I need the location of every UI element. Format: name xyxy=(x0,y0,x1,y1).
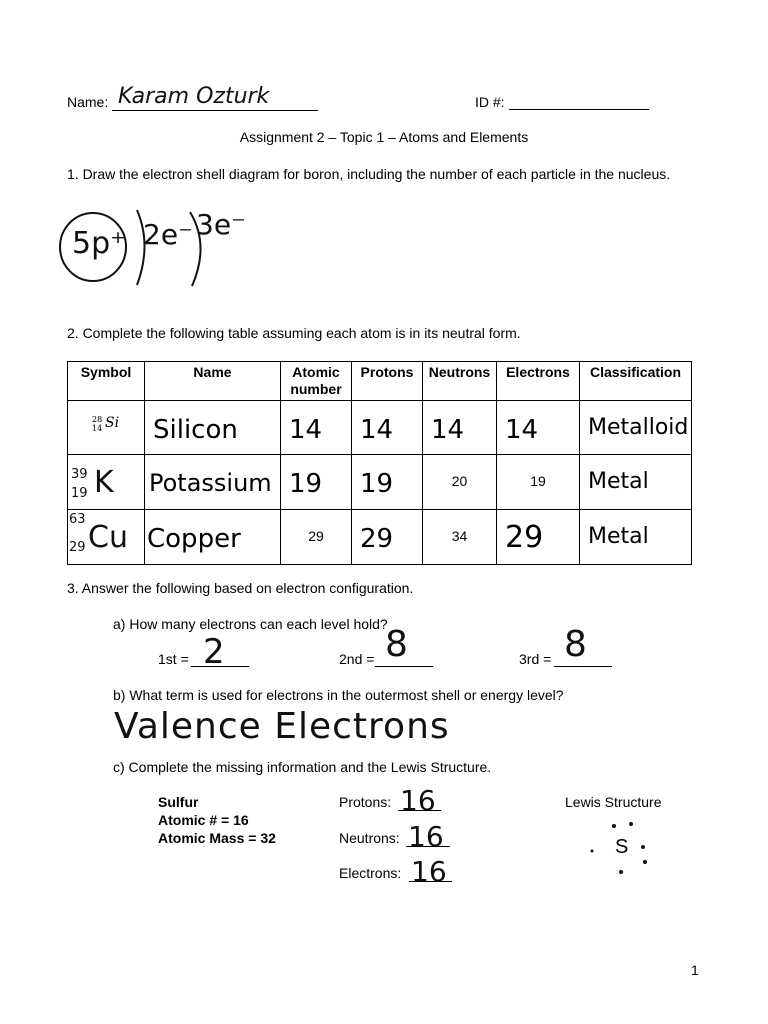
class-cell[interactable]: Metal xyxy=(580,455,692,510)
electrons-cell[interactable]: 29 xyxy=(497,510,580,565)
protons-value: 16 xyxy=(400,784,436,817)
atomic-cell[interactable]: 29 xyxy=(281,510,352,565)
lewis-dot xyxy=(629,822,633,826)
valence-answer: Valence Electrons xyxy=(114,706,450,747)
page-number: 1 xyxy=(691,962,699,978)
neutrons-cell[interactable]: 34 xyxy=(423,510,497,565)
question-3-prompt: 3. Answer the following based on electron configuration. xyxy=(67,580,414,596)
mass-number: 39 xyxy=(71,467,88,482)
question-3c-prompt: c) Complete the missing information and the Lewis Structure. xyxy=(113,759,492,775)
shell-2-text: 3e⁻ xyxy=(196,208,246,241)
col-neutrons: Neutrons xyxy=(423,362,497,401)
element-symbol: K xyxy=(94,465,114,500)
page-title: Assignment 2 – Topic 1 – Atoms and Elements xyxy=(239,129,529,145)
atomic-cell[interactable]: 14 xyxy=(281,401,352,455)
protons-cell[interactable]: 29 xyxy=(352,510,423,565)
col-protons: Protons xyxy=(352,362,423,401)
name-cell[interactable]: Potassium xyxy=(145,455,281,510)
neutrons-label: Neutrons: xyxy=(339,830,400,846)
electrons-label: Electrons: xyxy=(339,865,402,881)
class-cell[interactable]: Metalloid xyxy=(580,401,692,455)
neutrons-value: 16 xyxy=(408,820,444,853)
atomic-subscript: 14 xyxy=(92,424,103,433)
name-label: Name: xyxy=(67,94,109,110)
col-symbol: Symbol xyxy=(68,362,145,401)
lewis-dot xyxy=(619,870,623,874)
lewis-dot xyxy=(591,850,594,853)
atomic-mass-line: Atomic Mass = 32 xyxy=(158,830,276,846)
col-atomic-number: Atomic number xyxy=(281,362,352,401)
col-classification: Classification xyxy=(580,362,692,401)
col-name: Name xyxy=(145,362,281,401)
neutrons-cell[interactable]: 20 xyxy=(423,455,497,510)
first-level-value: 2 xyxy=(203,632,225,672)
question-3b-prompt: b) What term is used for electrons in the outermost shell or energy level? xyxy=(113,687,564,703)
third-level-label: 3rd = xyxy=(519,651,552,667)
lewis-dot xyxy=(612,824,616,828)
element-name: Sulfur xyxy=(158,794,199,810)
class-cell[interactable]: Metal xyxy=(580,510,692,565)
electrons-cell[interactable]: 14 xyxy=(497,401,580,455)
question-1-prompt: 1. Draw the electron shell diagram for boron, including the number of each particle in the nucleus. xyxy=(67,166,671,182)
col-electrons: Electrons xyxy=(497,362,580,401)
protons-label: Protons: xyxy=(339,794,392,810)
mass-number: 63 xyxy=(69,512,86,527)
protons-cell[interactable]: 19 xyxy=(352,455,423,510)
nucleus-text: 5p⁺ xyxy=(72,226,126,261)
name-cell[interactable]: Silicon xyxy=(145,401,281,455)
lewis-label: Lewis Structure xyxy=(565,794,662,810)
protons-cell[interactable]: 14 xyxy=(352,401,423,455)
second-level-value: 8 xyxy=(385,624,408,665)
atomic-number-line: Atomic # = 16 xyxy=(158,812,249,828)
lewis-symbol: S xyxy=(615,836,629,858)
first-level-label: 1st = xyxy=(158,651,189,667)
element-symbol: Cu xyxy=(88,520,128,555)
name-value: Karam Ozturk xyxy=(118,84,270,109)
atomic-subscript: 29 xyxy=(69,540,86,555)
question-3a-prompt: a) How many electrons can each level hold? xyxy=(113,616,388,632)
id-label: ID #: xyxy=(475,94,505,110)
atomic-subscript: 19 xyxy=(71,486,88,501)
third-level-value: 8 xyxy=(564,624,587,665)
element-symbol: Si xyxy=(105,415,120,431)
name-cell[interactable]: Copper xyxy=(145,510,281,565)
lewis-dot xyxy=(643,860,647,864)
neutrons-cell[interactable]: 14 xyxy=(423,401,497,455)
atomic-cell[interactable]: 19 xyxy=(281,455,352,510)
mass-number: 28 xyxy=(92,415,103,424)
electrons-cell[interactable]: 19 xyxy=(497,455,580,510)
lewis-dot xyxy=(641,845,645,849)
electrons-value: 16 xyxy=(411,855,447,888)
shell-1-text: 2e⁻ xyxy=(143,218,193,251)
question-2-prompt: 2. Complete the following table assuming each atom is in its neutral form. xyxy=(67,325,521,341)
second-level-label: 2nd = xyxy=(339,651,375,667)
